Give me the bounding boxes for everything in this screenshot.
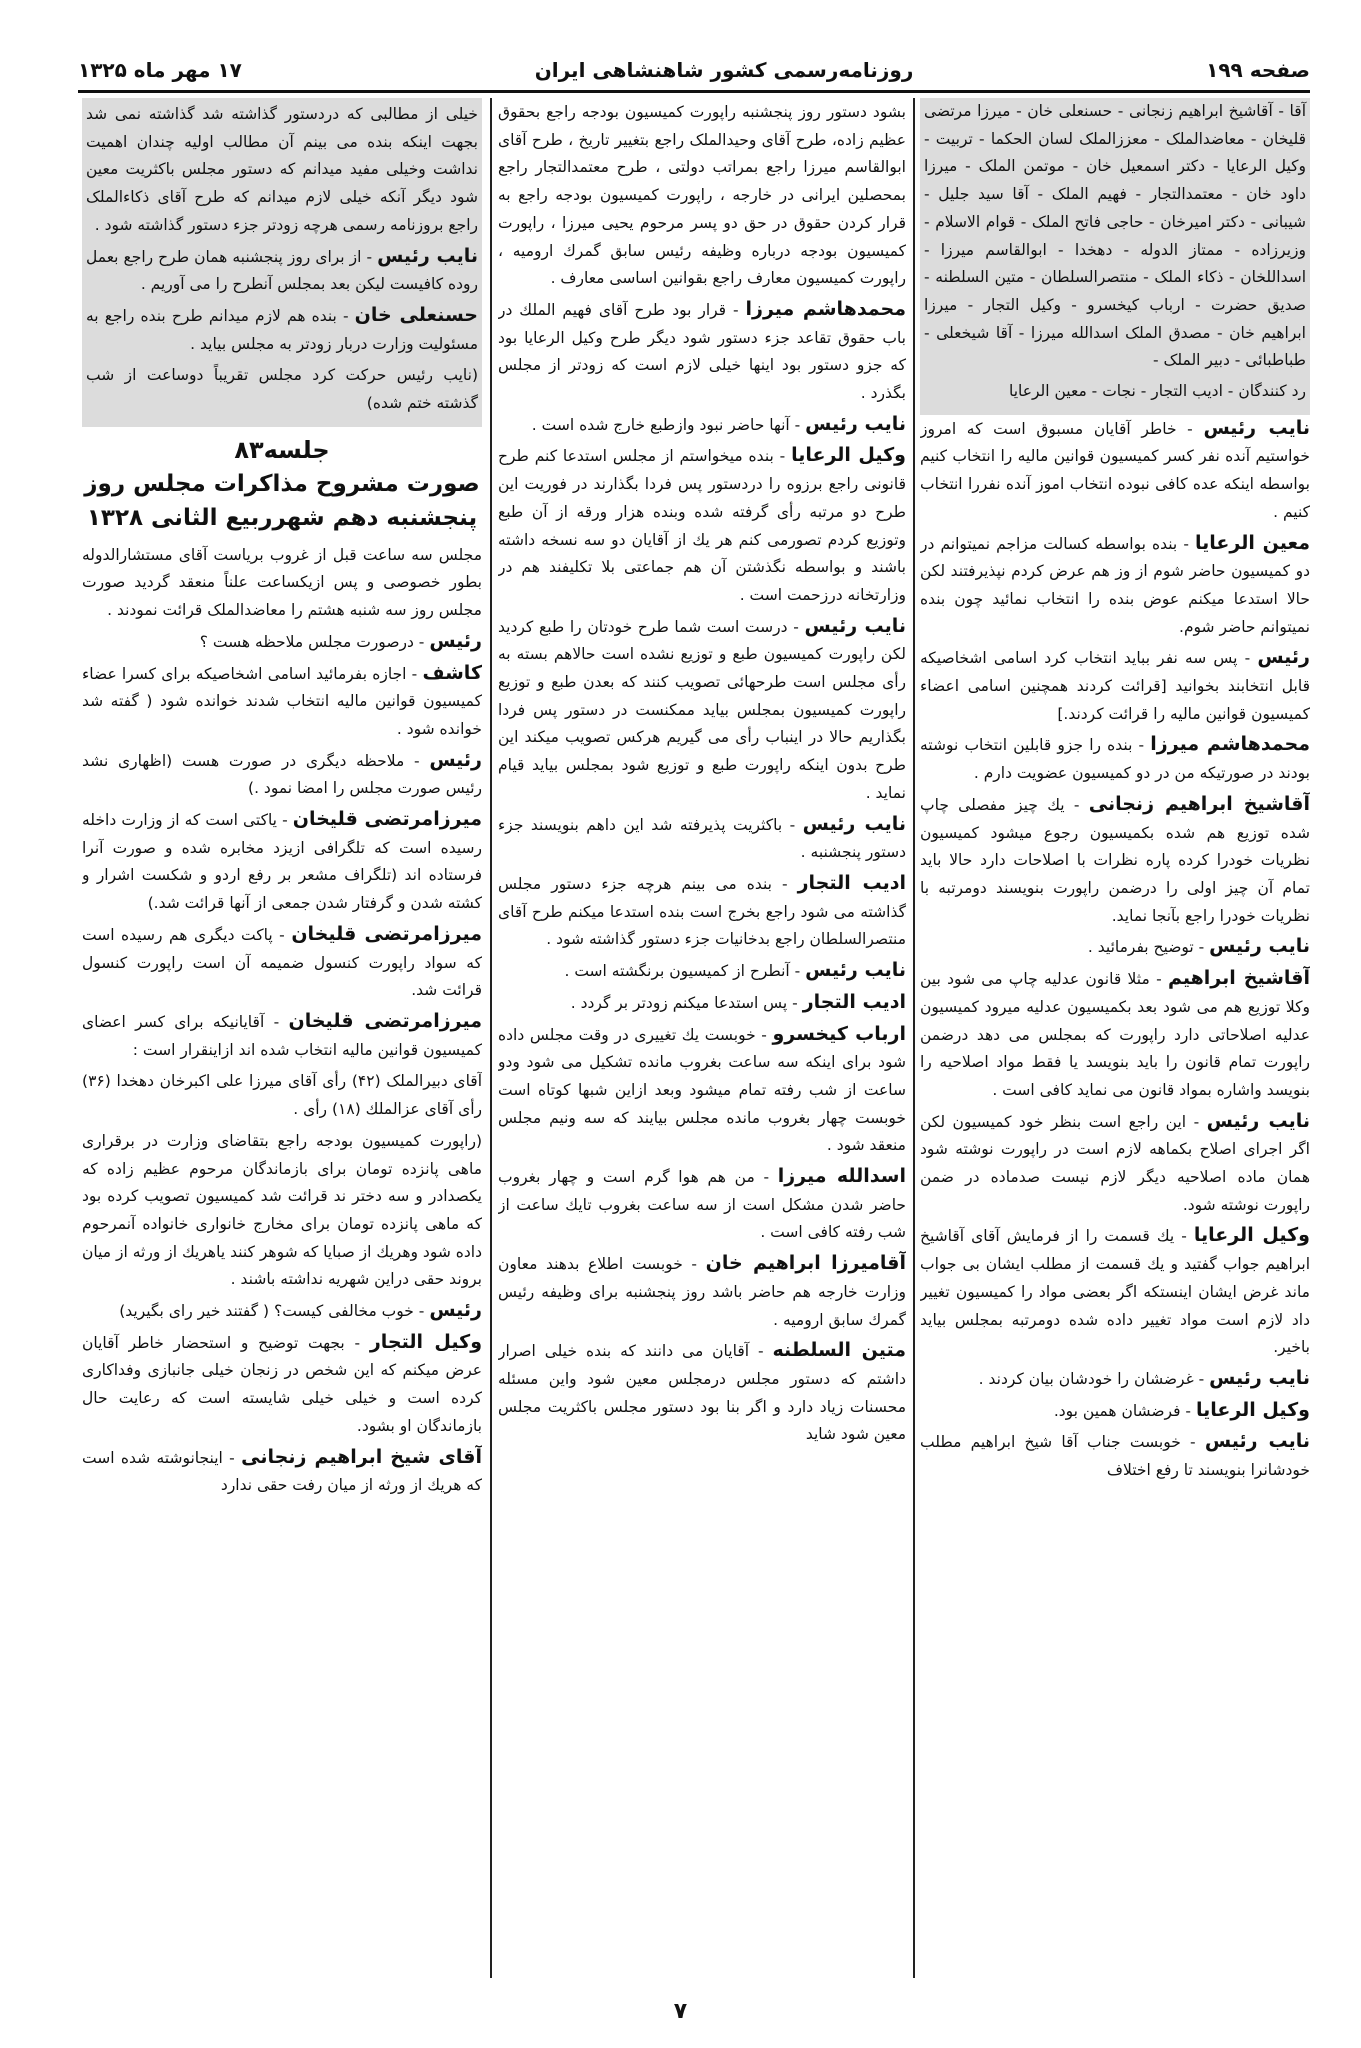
speech: - اجازه بفرمائید اسامی اشخاصیکه برای کسرا عضاء کمیسیون قوانین مالیه انتخاب شدند خوانده شود ( گفته شد خوانده شود .	[82, 664, 482, 738]
speaker: میرزامرتضی قلیخان	[288, 1009, 482, 1032]
speech: (راپورت کمیسیون بودجه راجع بتقاضای وزارت در برقراری ماهی پانزده تومان برای بازماندگان مرحوم عظیم زاده که یکصدادر و سه دختر ند قرائت شد کمیسیون تصویب کرده بود که ماهی پانزده تومان برای مخارج خانواری خانواده آنمرحوم داده شود وهریك از صبایا که شوهر کنند یاهریك از ورثه از میان بروند حقی دراین شهریه نداشته باشند .	[82, 1131, 482, 1289]
speech: - بنده بواسطه کسالت مزاجم نمیتوانم در دو کمیسیون حاضر شوم از وز هم عرض کردم نپذیرفتند لکن حالا استدعا میکنم عوض بنده را انتخاب نمائید چون بنده نمیتوانم حاضر شوم.	[920, 534, 1310, 636]
newspaper-title: روزنامه‌رسمی کشور شاهنشاهی ایران	[534, 58, 914, 82]
paragraph	[498, 296, 906, 408]
speech: - توضیح بفرمائید .	[1087, 938, 1210, 957]
page-number: ۷	[673, 1999, 688, 2024]
page-header	[78, 50, 1310, 90]
speech: آقای دبیرالملک (۴۲) رأی آقای میرزا علی اکبرخان دهخدا (۳۶) رأی آقای عزالملك (۱۸) رأی .	[82, 1072, 482, 1119]
paragraph	[920, 1108, 1310, 1220]
speaker: نایب رئیس	[802, 812, 906, 835]
session-number: جلسه۸۳	[234, 435, 330, 464]
speaker: وکیل الرعایا	[1193, 1224, 1310, 1247]
column-right	[920, 98, 1310, 1978]
speech: - خوب مخالفی کیست؟ ( گفتند خیر رای بگیرید)	[119, 1302, 430, 1321]
paragraph	[86, 243, 478, 299]
paragraph	[82, 1008, 482, 1064]
paragraph	[498, 811, 906, 867]
paragraph	[920, 1397, 1310, 1426]
paragraph	[498, 1021, 906, 1161]
speech: - باکثریت پذیرفته شد این داهم بنویسند جزء دستور پنجشنبه .	[498, 815, 906, 862]
paragraph	[498, 1250, 906, 1334]
session-heading	[82, 433, 482, 535]
speaker: آقاشیخ ابراهیم زنجانی	[1088, 792, 1310, 815]
paragraph	[86, 100, 478, 240]
paragraph	[498, 613, 906, 808]
speech: - بنده را جزو قابلین انتخاب نوشته بودند در صورتیکه من در دو کمیسیون عضویت دارم .	[920, 736, 1310, 783]
paragraph	[82, 541, 482, 625]
paragraph	[82, 1127, 482, 1294]
speaker: رئیس	[429, 1299, 482, 1322]
speaker: معین الرعایا	[1195, 531, 1310, 554]
paragraph	[82, 628, 482, 657]
speaker: نایب رئیس	[377, 244, 478, 267]
column-divider	[490, 98, 492, 1978]
speaker: وکیل التجار	[369, 1330, 482, 1353]
speaker: نایب رئیس	[805, 959, 906, 982]
rejecters-list: رد کنندگان - ادیب التجار - نجات - معین الرعایا	[1008, 382, 1306, 401]
speech: - این راجع است بنظر خود کمیسیون لکن اگر اجرای اصلاح بکماهه لازم است در راپورت نوشته شود همان ماده اصلاحیه دیگر لازم نیست صدماده در ضمن راپورت نوشته شود.	[920, 1112, 1310, 1214]
paragraph	[82, 747, 482, 803]
paragraph	[920, 1428, 1310, 1484]
paragraph	[920, 933, 1310, 962]
speaker: اسدالله میرزا	[777, 1165, 906, 1188]
issue-date: ۱۷ مهر ماه ۱۳۲۵	[78, 58, 242, 82]
speech: - بجهت توضیح و استحضار خاطر آقایان عرض میکنم که این شخص در زنجان خیلی جانبازی وفداکاری کرده است و خیلی خیلی شایسته است که رعایت حال بازماندگان او بشود.	[82, 1333, 482, 1435]
speaker: ادیب التجار	[802, 990, 906, 1013]
speaker: نایب رئیس	[804, 614, 906, 637]
speaker: محمدهاشم میرزا	[745, 297, 906, 320]
paragraph	[86, 302, 478, 358]
paragraph	[920, 1222, 1310, 1362]
paragraph	[920, 530, 1310, 642]
speech: - یاکتی است که از وزارت داخله رسیده است که تلگرافی ازیزد مخابره شده و صورت آنرا فرستاده اند (تلگراف مشعر بر رفع اردو و شکست اشرار و کشته شدن و گرفتار شدن جمعی از آنها قرائت شد.)	[82, 811, 482, 913]
paragraph	[498, 442, 906, 609]
speech: - فرضشان همین بود.	[1053, 1401, 1196, 1420]
speaker: وکیل الرعایا	[1195, 1398, 1310, 1421]
speech: - از برای روز پنجشنبه همان طرح راجع بعمل روده کافیست لیکن بعد بمجلس آنطرح را می آوریم .	[86, 247, 478, 294]
paragraph	[82, 1329, 482, 1441]
speech: - غرضشان را خودشان بیان کردند .	[978, 1369, 1210, 1388]
speech: - یك قسمت را از فرمایش آقای آقاشیخ ابراهیم جواب گفتید و یك قسمت از مطلب ایشان بی جواب ماند غرض ایشان اینستکه اگر بعضی مواد را کمیسیون تغییر داد لازم است مواد تغییر داده شده دومرتبه بمجلس بیاید باخیر.	[920, 1227, 1310, 1357]
speech: - مثلا قانون عدلیه چاپ می شود بین وکلا توزیع هم می شود بعد بکمیسیون عدلیه میرود کمیسیون عدلیه اصلاحاتی دارد راپورت که بمجلس می دهد درضمن راپورت تمام قانون را باید بنویسد یا فقط مواد اصلاحیه را بنویسد واشاره بمواد قانون می نماید کافی است .	[920, 970, 1310, 1099]
paragraph	[920, 791, 1310, 931]
paragraph	[498, 98, 906, 293]
speech: - خوبست جناب آقا شیخ ابراهیم مطلب خودشانرا بنویسند تا رفع اختلاف	[920, 1433, 1310, 1480]
speaker: نایب رئیس	[1203, 416, 1310, 439]
speech: - قرار بود طرح آقای فهیم الملك در باب حقوق تقاعد جزء دستور شود دیگر طرح وکیل الرعایا بود که جزو دستور بود اینها خیلی لازم است که زودتر از مجلس بگذرد .	[498, 300, 906, 403]
paragraph	[82, 1067, 482, 1123]
paragraph	[920, 965, 1310, 1105]
speech: - خوبست یك تغییری در وقت مجلس داده شود برای اینکه سه ساعت بغروب مانده تشکیل می شود ودو ساعت از شب رفته تمام میشود وبعد ازاین شبها کوتاه است خوبست چهار بغروب مانده مجلس بیایند که سه ونیم مجلس منعقد شود .	[498, 1025, 906, 1155]
paragraph	[82, 1444, 482, 1500]
speech: - پاکت دیگری هم رسیده است که سواد راپورت کنسول ضمیمه آن است راپورت کنسول قرائت شد.	[82, 925, 482, 1000]
column-left	[82, 98, 482, 1978]
speech: - پس سه نفر بباید انتخاب کرد اسامی اشخاصیکه قابل انتخابند بخوانید [قرائت کردند همچنین اسامی اعضاء کمیسیون قوانین مالیه را قرائت کردند.]	[920, 649, 1310, 723]
paragraph	[498, 1337, 906, 1449]
paragraph	[82, 660, 482, 744]
speech: - آنها حاضر نبود وازطبع خارج شده است .	[531, 415, 806, 434]
speech: - پس استدعا میکنم زودتر بر گردد .	[570, 993, 803, 1012]
speech: - آقایانیکه برای کسر اعضای کمیسیون قوانین مالیه انتخاب شده اند ازاینقرار است :	[82, 1012, 482, 1059]
speech: - ملاحظه دیگری در صورت هست (اظهاری نشد رئیس صورت مجلس را امضا نمود .)	[82, 751, 482, 798]
speaker: نایب رئیس	[1204, 1430, 1310, 1453]
speech: مجلس سه ساعت قبل از غروب بریاست آقای مستشارالدوله بطور خصوصی و پس ازیکساعت علناً منعقد گردید صورت مجلس روز سه شنبه هشتم را معاضدالملک قرائت نمودند .	[82, 545, 482, 620]
paragraph	[82, 1297, 482, 1326]
paragraph	[498, 411, 906, 440]
previous-session-end-block	[82, 98, 482, 427]
speaker: رئیس	[429, 629, 482, 652]
speaker: حسنعلی خان	[354, 303, 478, 326]
speaker: نایب رئیس	[1209, 935, 1310, 958]
paragraph	[920, 1365, 1310, 1394]
paragraph	[920, 731, 1310, 787]
speaker: کاشف	[422, 661, 482, 684]
approvers-list: آقا - آقاشیخ ابراهیم زنجانی - حسنعلی خان - میرزا مرتضی قلیخان - معاضدالملک - معززالملک لسان الحکما - تربیت - وکیل الرعایا - دکتر اسمعیل خان - موتمن الملک - میرزا داود خان - معتمدالتجار - فهیم الملک - آقا سید جلیل - شیبانی - دکتر امیرخان - حاجی فاتح الملک - قوام الاسلام - وزیرزاده - ممتاز الدوله - دهخدا - ابوالقاسم میرزا - اسداللخان - ذکاء الملک - منتصرالسلطان - متین السلطنه - صدیق حضرت - ارباب کیخسرو - وکیل التجار - میرزا ابراهیم خان - مصدق الملک اسدالله میرزا - آقا شیخعلی - طباطبائی - دبیر الملک -	[924, 102, 1306, 370]
speaker: آقامیرزا ابراهیم خان	[705, 1252, 906, 1275]
speaker: میرزامرتضی قلیخان	[292, 808, 482, 831]
speech: - بنده می بینم هرچه جزء دستور مجلس گذاشته می شود راجع بخرج است بنده استدعا میکنم طرح آقای منتصرالسلطان راجع بدخانیات جزء دستور گذاشته شود .	[498, 874, 906, 949]
speech: (نایب رئیس حرکت کرد مجلس تقریباً دوساعت از شب گذشته ختم شده)	[86, 366, 478, 413]
speaker: ادیب التجار	[797, 871, 906, 894]
paragraph	[920, 644, 1310, 728]
paragraph	[498, 989, 906, 1018]
paragraph	[920, 415, 1310, 527]
speaker: ارباب کیخسرو	[772, 1022, 906, 1045]
vote-list-block	[920, 98, 1310, 415]
speech: خیلی از مطالبی که دردستور گذاشته شد گذاشته نمی شد بجهت اینکه بنده می بینم آن مطالب اولیه چندان اهمیت نداشت وخیلی مفید میدانم که دستور مجلس باکثریت معین شود دیگر آنکه خیلی لازم میدانم که طرح آقای ذکاءالملک راجع بروزنامه رسمی هرچه زودتر جزء دستور گذاشته شود .	[86, 105, 478, 234]
paragraph	[498, 1163, 906, 1247]
paragraph	[498, 957, 906, 986]
speech: - من هم هوا گرم است و چهار بغروب حاضر شدن مشکل است از سه ساعت بغروب تایك ساعت از شب رفته کافی است .	[498, 1168, 906, 1242]
speech: - درصورت مجلس ملاحظه هست ؟	[199, 632, 430, 651]
speaker: نایب رئیس	[805, 412, 906, 435]
header-rule	[78, 90, 1310, 93]
column-divider	[913, 98, 915, 1978]
column-middle	[498, 98, 906, 1978]
speaker: رئیس	[1257, 646, 1310, 669]
paragraph	[498, 870, 906, 954]
speech: - درست است شما طرح خودتان را طبع کردید لکن راپورت کمیسیون طبع و توزیع نشده است حالاهم بسته به رأی مجلس است طرحهائی تصویب کنند که بعدن طبع و توزیع راپورت کمیسیون بمجلس بیاید ممکنست در دستور پس فردا بگذاریم حالا در اینباب رأی می گیریم هرکس تصویب میکند این طرح بدون اینکه راپورت طبع و توزیع شود بمجلس بیاید قیام نماید .	[498, 617, 906, 802]
speaker: میرزامرتضی قلیخان	[291, 922, 482, 945]
session-title: صورت مشروح مذاکرات مجلس روز پنجشنبه دهم شهرربیع الثانی ۱۳۲۸	[84, 470, 480, 531]
speaker: محمدهاشم میرزا	[1150, 733, 1310, 756]
speaker: نایب رئیس	[1206, 1109, 1310, 1132]
paragraph	[86, 361, 478, 417]
paragraph	[82, 806, 482, 918]
speaker: وکیل الرعایا	[791, 444, 906, 467]
speech: بشود دستور روز پنجشنبه راپورت کمیسیون بودجه راجع بحقوق عظیم زاده، طرح آقای وحیدالملک راجع بتغییر تاریخ ، طرح آقای ابوالقاسم میرزا راجع بمراتب دولتی ، طرح معتمدالتجار راجع بمحصلین ایرانی در خارجه ، راپورت کمیسیون بودجه راجع به قرار کردن حقوق در حق دو پسر مرحوم یحیی میرزا ، راپورت کمیسیون بودجه درباره وظیفه رئیس سابق گمرك ارومیه ، راپورت کمیسیون معارف راجع بقوانین اساسی معارف .	[498, 103, 906, 288]
speaker: نایب رئیس	[1209, 1366, 1310, 1389]
speech: - آنطرح از کمیسیون برنگشته است .	[564, 962, 806, 981]
paragraph	[82, 921, 482, 1005]
speech: - خاطر آقایان مسبوق است که امروز خواستیم آنده نفر کسر کمیسیون قوانین مالیه را انتخاب کنیم بواسطه اینکه عده کافی نبوده انتخاب اموز آنده نفررا انتخاب کنیم .	[920, 419, 1310, 521]
speech: - یك چیز مفصلی چاپ شده توزیع هم شده بکمیسیون رجوع میشود کمیسیون نظریات خودرا کرده پاره نظرات با اصلاحات دارد حالا باید تمام آن چیز اولی را درضمن راپورت بنویسند دومرتبه با نظریات خودرا راجع بآنجا نماید.	[920, 795, 1310, 925]
speaker: آقاشیخ ابراهیم	[1167, 967, 1310, 990]
speech: - بنده میخواستم از مجلس استدعا کنم طرح قانونی راجع برزوه را دردستور پس فردا بگذارند در فوریت این طرح دو مرتبه رأی گرفته شده وبنده هزار ورقه از آن طبع وتوزیع کردم تصورمی کنم هر یك از آقایان دو سه نسخه داشته باشند و بواسطه نگذشتن آن هم جماعتی بلا تکلیفند هم در وزارتخانه درزحمت است .	[498, 447, 906, 604]
speaker: متین السلطنه	[772, 1339, 906, 1362]
speech: - بنده هم لازم میدانم طرح بنده راجع به مسئولیت وزارت دربار زودتر به مجلس بیاید .	[86, 306, 478, 353]
speech: - آقایان می دانند که بنده خیلی اصرار داشتم که دستور مجلس درمجلس معین شود واین مسئله محسنات زیاد دارد و اگر بنا بود دستور مجلس باکثریت مجلس معین شود شاید	[498, 1342, 906, 1444]
page-label: صفحه ۱۹۹	[1206, 58, 1310, 82]
speaker: رئیس	[429, 748, 482, 771]
speech: - اینجانوشته شده است که هریك از ورثه از میان رفت حقی ندارد	[82, 1448, 482, 1495]
speech: - خوبست اطلاع بدهند معاون وزارت خارجه هم حاضر باشد روز پنجشنبه برای وظیفه رئیس گمرك سابق ارومیه .	[498, 1255, 906, 1329]
speaker: آقای شیخ ابراهیم زنجانی	[241, 1445, 482, 1468]
